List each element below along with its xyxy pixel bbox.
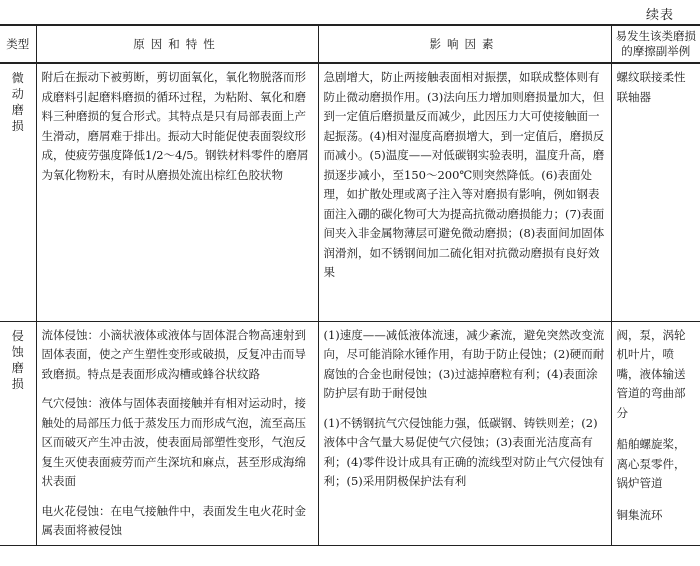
examples-cell: 阀，泵，涡轮机叶片，喷嘴，液体输送管道的弯曲部分 船舶螺旋桨，离心泵零件，锅炉管道 铜集流环 <box>611 321 700 545</box>
header-factors: 影响因素 <box>318 25 611 63</box>
header-examples: 易发生该类磨损的摩擦副举例 <box>611 25 700 63</box>
header-type: 类型 <box>0 25 36 63</box>
continued-label: 续表 <box>645 8 674 23</box>
header-cause: 原因和特性 <box>36 25 318 63</box>
header-row <box>0 25 700 63</box>
cause-cell: 流体侵蚀：小滴状液体或液体与固体混合物高速射到固体表面，使之产生塑性变形或破损，反复冲击而导致磨损。特点是表面形成沟槽或蜂谷状纹路 气穴侵蚀：液体与固体表面接触并有相对运动时，接触处的局部压力低于蒸发压力而形成气泡，流至高压区而破灭产生冲击波，使表面局部塑性变形，气泡反复生灭使表面疲劳而产生深坑和麻点，甚至形成海绵状表面 电火花侵蚀：在电气接触件中，表面发生电火花时金属表面将被侵蚀 <box>36 321 318 545</box>
factors-cell: (1)速度——减低液体流速，减少紊流，避免突然改变流向，尽可能消除水锤作用，有助于防止侵蚀；(2)硬而耐腐蚀的合金也耐侵蚀；(3)过滤掉磨粒有利；(4)表面涂防护层有助于耐侵蚀 (1)不锈钢抗气穴侵蚀能力强，低碳钢、铸铁则差；(2)液体中含气量大易促使气穴侵蚀；(3)表面光洁度高有利；(4)零件设计成具有正确的流线型对防止气穴侵蚀有利；(5)采用阴极保护法有利 <box>318 321 611 545</box>
table-row <box>0 321 700 545</box>
examples-cell: 螺纹联接柔性联轴器 <box>611 63 700 321</box>
table-row <box>0 63 700 321</box>
factors-cell: 急剧增大，防止两接触表面相对振摆，如联成整体则有防止微动磨损作用。(3)法向压力增加则磨损量加大，但到一定值后磨损量反而减少，此因压力大可使接触面一起振荡。(4)相对湿度高磨损增大，到一定值后，磨损反而减小。(5)温度——对低碳钢实验表明，温度升高，磨损逐步减小，至150～200℃则突然降低。(6)表面处理，如扩散处理或离子注入等对磨损有影响，例如钢表面注入硼的碳化物可大为提高抗微动磨损能力；(7)表面间夹入非金属物薄层可避免微动磨损；(8)表面间加固体润滑剂，如不锈钢间加二硫化钼对抗微动磨损有良好效果 <box>318 63 611 321</box>
wear-table <box>0 24 700 546</box>
cause-cell: 附后在振动下被剪断，剪切面氧化，氧化物脱落而形成磨料引起磨料磨损的循环过程，为粘附、氧化和磨料三种磨损的复合形式。其特点是只有局部表面上产生滑动，磨屑难于排出。振动大时能促使表面裂纹形成，使疲劳强度降低1/2～4/5。钢铁材料零件的磨屑为氧化物粉末，有时从磨损处流出棕红色胶状物 <box>36 63 318 321</box>
type-cell: 侵 蚀 磨 损 <box>0 321 36 545</box>
type-cell: 微 动 磨 损 <box>0 63 36 321</box>
